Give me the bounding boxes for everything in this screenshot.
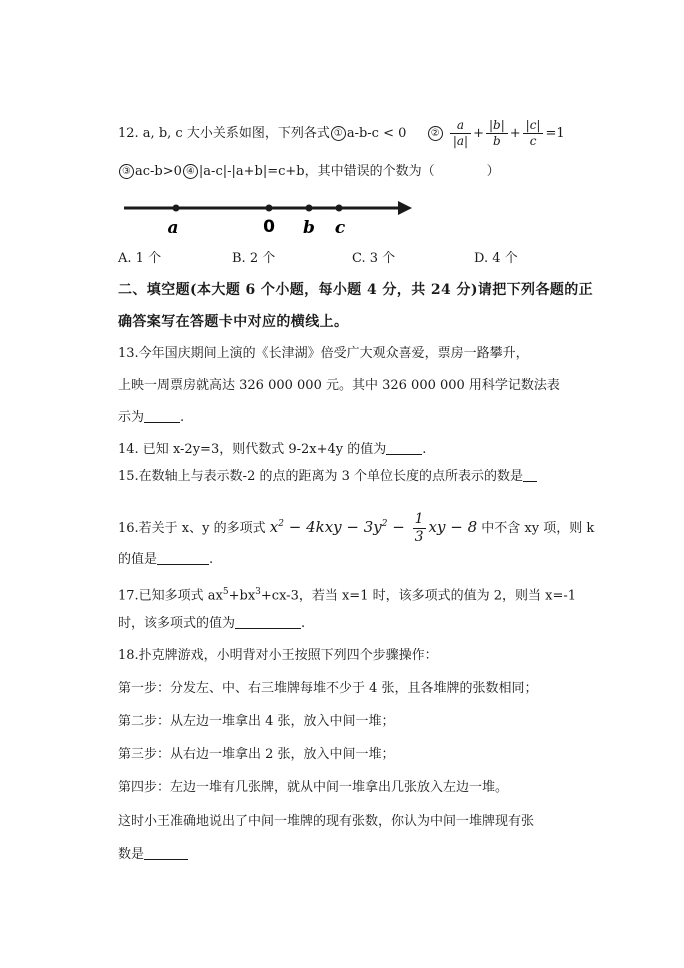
section2-title-line1: 二、填空题(本大题 6 个小题，每小题 4 分，共 24 分)请把下列各题的正 (118, 282, 594, 298)
point-0 (266, 205, 273, 212)
q14-text: 14. 已知 x-2y=3，则代数式 9-2x+4y 的值为 (118, 442, 387, 457)
label-c: c (334, 218, 346, 238)
q18-step-1: 第一步：分发左、中、右三堆牌每堆不少于 4 张，且各堆牌的张数相同； (118, 681, 538, 696)
q13-answer-blank[interactable] (144, 409, 180, 423)
q12-condition-4: |a-c|-|a+b|=c+b，其中错误的个数为（ (198, 164, 435, 179)
label-0: 0 (263, 217, 275, 237)
q12-condition-3: ac-b>0 (135, 164, 182, 179)
q12-equals-one: =1 (545, 126, 565, 141)
q16-suffix: 中不含 xy 项，则 k (481, 521, 595, 536)
q16-fraction: $\frac{1}{3}$ (414, 511, 424, 545)
section2-title-line2: 确答案写在答题卡中对应的横线上。 (118, 314, 349, 330)
q18-answer-blank[interactable] (144, 846, 188, 860)
q17-line1: 17.已知多项式 $ax^5+bx^3+cx-3$，若当 x=1 时，该多项式的值为 2，则当 x=-1 (118, 587, 577, 604)
point-c (336, 205, 343, 212)
q12-option-a: A. 1 个 (118, 251, 162, 266)
q12-paren-close: ） (486, 164, 500, 179)
q16-line2 (118, 551, 213, 569)
q16-answer-blank[interactable] (157, 551, 209, 565)
q13-line3-text: 示为 (118, 410, 145, 425)
q14-line (118, 441, 426, 459)
point-a (173, 205, 180, 212)
q18-step-4: 第四步：左边一堆有几张牌，就从中间一堆拿出几张放入左边一堆。 (118, 780, 509, 795)
q13-line3-end: . (180, 410, 185, 425)
q14-answer-blank[interactable] (386, 441, 422, 455)
q16-polynomial-tail: xy − 8 (428, 518, 478, 536)
q16-line2-end: . (209, 552, 214, 567)
q12-line1 (118, 118, 565, 149)
q12-circle-3: ③ (119, 164, 134, 179)
q15-text: 15.在数轴上与表示数-2 的点的距离为 3 个单位长度的点所表示的数是 (118, 469, 524, 484)
q15-answer-blank[interactable] (523, 468, 537, 482)
q13-line2: 上映一周票房就高达 326 000 000 元。其中 326 000 000 用科学记数法表 (118, 378, 560, 393)
q12-fraction-b: $\frac{|b|}{b}$ (486, 118, 508, 149)
q17-line2-end: . (301, 616, 306, 631)
arrow-head-icon (398, 201, 412, 215)
q16-prefix: 16.若关于 x、y 的多项式 (118, 521, 266, 536)
q17-line2-text: 时，该多项式的值为 (118, 616, 236, 631)
q14-end: . (422, 442, 427, 457)
q18-outro-line1: 这时小王准确地说出了中间一堆牌的现有张数，你认为中间一堆牌现有张 (118, 814, 535, 829)
q18-step-3: 第三步：从右边一堆拿出 2 张，放入中间一堆； (118, 747, 395, 762)
plus-sign: + (509, 126, 521, 141)
q15-line (118, 468, 537, 486)
q12-option-d: D. 4 个 (474, 251, 518, 266)
point-b (306, 205, 313, 212)
q17-answer-blank[interactable] (235, 615, 301, 629)
q17-line2 (118, 615, 305, 633)
q16-line2-text: 的值是 (118, 552, 158, 567)
q12-stem: 12. a, b, c 大小关系如图，下列各式 (118, 126, 330, 141)
q13-line3 (118, 409, 184, 427)
q18-step-2: 第二步：从左边一堆拿出 4 张，放入中间一堆； (118, 714, 395, 729)
q12-condition-1: a-b-c < 0 (346, 126, 407, 141)
q16-line1 (118, 506, 594, 547)
label-b: b (303, 218, 315, 238)
q16-polynomial: $x^2 - 4kxy - 3y^2$ − (269, 518, 410, 536)
q12-fraction-a: $\frac{a}{|a|}$ (450, 118, 471, 149)
q12-circle-4: ④ (183, 164, 198, 179)
q12-line2 (118, 163, 500, 181)
q18-intro: 18.扑克牌游戏，小明背对小王按照下列四个步骤操作： (118, 648, 438, 663)
q12-option-c: C. 3 个 (352, 251, 396, 266)
q12-circle-2: ② (428, 126, 443, 141)
q18-outro-line2 (118, 846, 188, 864)
label-a: a (167, 218, 179, 238)
q12-circle-1: ① (331, 126, 346, 141)
q12-fraction-c: $\frac{|c|}{c}$ (523, 118, 544, 149)
q12-option-b: B. 2 个 (232, 251, 276, 266)
q18-outro-text: 数是 (118, 847, 145, 862)
plus-sign: + (473, 126, 484, 141)
number-line (118, 194, 418, 240)
q13-line1: 13.今年国庆期间上演的《长津湖》倍受广大观众喜爱，票房一路攀升， (118, 346, 529, 361)
